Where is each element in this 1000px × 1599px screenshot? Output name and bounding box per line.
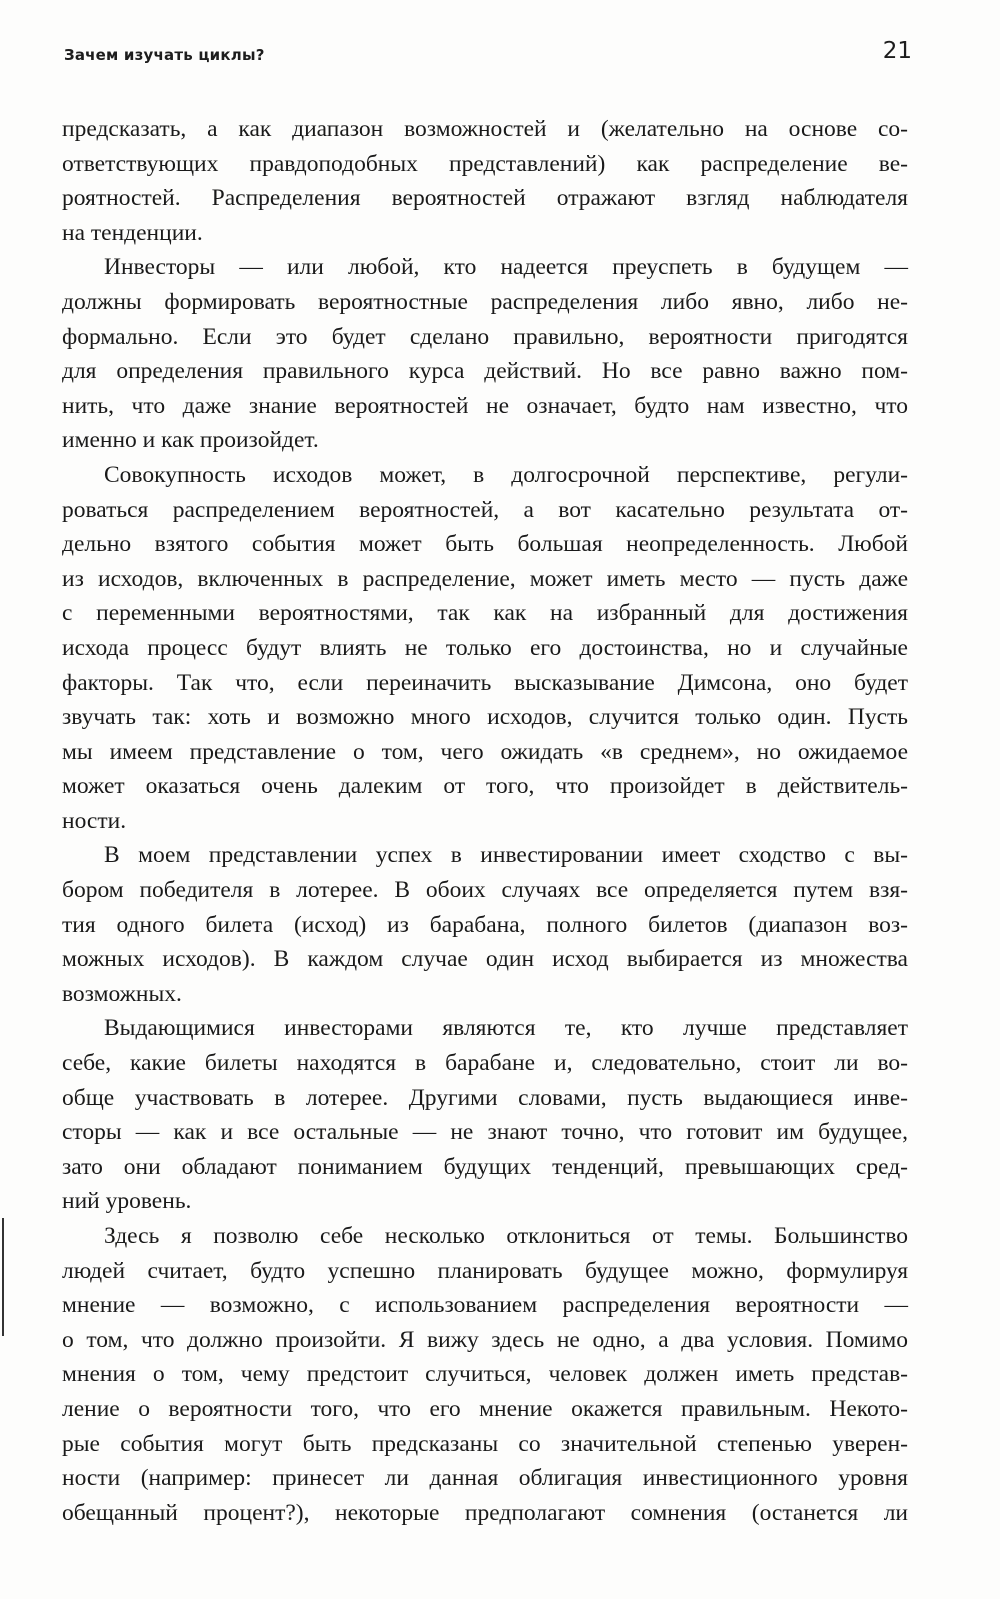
text-line: должны формировать вероятностные распределения либо явно, либо не-: [62, 288, 908, 315]
margin-line: [2, 1218, 4, 1336]
text-line: себе, какие билеты находятся в барабане и, следовательно, стоит ли во-: [62, 1050, 908, 1077]
paragraph: [62, 1219, 908, 1530]
text-line: мнение — возможно, с использованием распределения вероятности —: [62, 1292, 908, 1319]
text-line: Выдающимися инвесторами являются те, кто лучше представляет: [104, 1015, 908, 1042]
text-line: ности (например: принесет ли данная облигация инвестиционного уровня: [62, 1465, 908, 1492]
text-line: предсказать, а как диапазон возможностей и (желательно на основе со-: [62, 116, 908, 142]
running-title: Зачем изучать циклы?: [64, 46, 265, 64]
text-line: обещанный процент?), некоторые предполагают сомнения (останется ли: [62, 1499, 908, 1526]
text-line: Совокупность исходов может, в долгосрочной перспективе, регули-: [104, 461, 908, 488]
text-line: факторы. Так что, если переиначить высказывание Димсона, оно будет: [62, 669, 908, 696]
text-line: может оказаться очень далеким от того, что произойдет в действитель-: [62, 773, 908, 800]
text-line: дельно взятого события может быть большая неопределенность. Любой: [62, 531, 908, 558]
text-line: Инвесторы — или любой, кто надеется преуспеть в будущем —: [104, 254, 908, 281]
text-line: ности.: [62, 807, 127, 834]
text-line: бором победителя в лотерее. В обоих случаях все определяется путем взя-: [62, 877, 908, 904]
text-line: звучать так: хоть и возможно много исходов, случится только один. Пусть: [62, 704, 908, 731]
text-line: мы имеем представление о том, чего ожидать «в среднем», но ожидаемое: [62, 738, 908, 765]
body-text: [62, 112, 908, 1530]
text-line: людей считает, будто успешно планировать будущее можно, формулируя: [62, 1257, 908, 1284]
text-line: Здесь я позволю себе несколько отклониться от темы. Большинство: [104, 1223, 908, 1249]
text-line: исхода процесс будут влиять не только его достоинства, но и случайные: [62, 634, 908, 661]
text-line: именно и как произойдет.: [62, 427, 319, 454]
text-line: зато они обладают пониманием будущих тенденций, превышающих сред-: [62, 1153, 908, 1180]
text-line: ответствующих правдоподобных представлений) как распределение ве-: [62, 150, 908, 177]
paragraph: [62, 1011, 908, 1219]
text-line: роятностей. Распределения вероятностей отражают взгляд наблюдателя: [62, 185, 908, 212]
text-line: сторы — как и все остальные — не знают точно, что готовит им будущее,: [62, 1119, 908, 1146]
paragraph: [62, 250, 908, 458]
text-line: на тенденции.: [62, 219, 203, 246]
text-line: ление о вероятности того, что его мнение окажется правильным. Некото-: [62, 1395, 908, 1422]
text-line: из исходов, включенных в распределение, может иметь место — пусть даже: [62, 565, 908, 592]
page-number: 21: [882, 38, 912, 64]
text-line: тия одного билета (исход) из барабана, полного билетов (диапазон воз-: [62, 911, 908, 938]
text-line: мнения о том, чему предстоит случиться, человек должен иметь представ-: [62, 1361, 908, 1388]
text-line: возможных.: [62, 980, 182, 1007]
paragraph: [62, 458, 908, 839]
text-line: В моем представлении успех в инвестировании имеет сходство с вы-: [104, 842, 908, 869]
text-line: формально. Если это будет сделано правильно, вероятности пригодятся: [62, 323, 908, 350]
text-line: обще участвовать в лотерее. Другими словами, пусть выдающиеся инве-: [62, 1084, 908, 1111]
paragraph: [62, 838, 908, 1011]
text-line: ний уровень.: [62, 1188, 192, 1215]
text-line: можных исходов). В каждом случае один исход выбирается из множества: [62, 946, 908, 973]
text-line: с переменными вероятностями, так как на избранный для достижения: [62, 600, 908, 627]
text-line: нить, что даже знание вероятностей не означает, будто нам известно, что: [62, 392, 908, 419]
text-line: рые события могут быть предсказаны со значительной степенью уверен-: [62, 1430, 908, 1457]
text-line: роваться распределением вероятностей, а вот касательно результата от-: [62, 496, 908, 523]
text-line: о том, что должно произойти. Я вижу здесь не одно, а два условия. Помимо: [62, 1326, 908, 1353]
paragraph: [62, 112, 908, 250]
text-line: для определения правильного курса действий. Но все равно важно пом-: [62, 358, 908, 385]
